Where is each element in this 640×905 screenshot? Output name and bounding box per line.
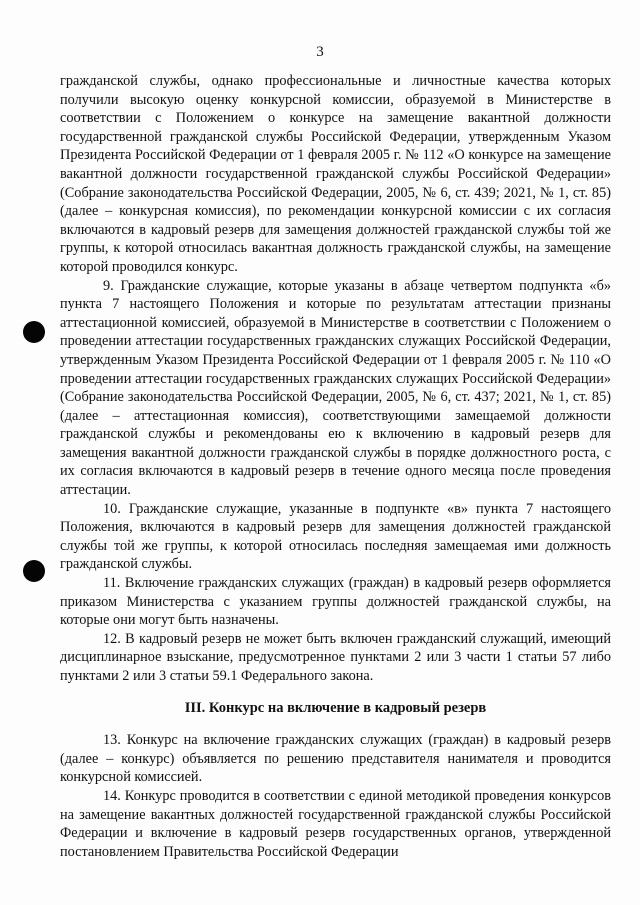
section-heading: III. Конкурс на включение в кадровый резерв <box>184 699 487 716</box>
paragraph-10: 10. Гражданские служащие, указанные в подпункте «в» пункта 7 настоящего Положения, включаются в кадровый резерв для замещения должностей гражданской службы той же группы, к которой относилась последняя замещаемая ими должность гражданской службы. <box>60 500 611 573</box>
paragraph-continuation: гражданской службы, однако профессиональные и личностные качества которых получили высокую оценку конкурсной комиссии, образуемой в Министерстве в соответствии с Положением о конкурсе на замещение вакантной должности государственной гражданской службы Российской Федерации, утвержденным Указом Президента Российской Федерации от 1 февраля 2005 г. № 112 «О конкурсе на замещение вакантной должности государственной гражданской службы Российской Федерации» (Собрание законодательства Российской Федерации, 2005, № 6, ст. 439; 2021, № 1, ст. 85) (далее – конкурсная комиссия), по рекомендации конкурсной комиссии с их согласия включаются в кадровый резерв для замещения должностей гражданской службы той же группы, к которой относилась вакантная должность гражданской службы, на замещение которой проводился конкурс. <box>60 73 611 275</box>
paragraph-12: 12. В кадровый резерв не может быть включен гражданский служащий, имеющий дисциплинарное взыскание, предусмотренное пунктами 2 или 3 части 1 статьи 57 либо пунктами 2 или 3 статьи 59.1 Федерального закона. <box>60 630 611 684</box>
punch-hole-mark <box>23 321 45 343</box>
paragraph-9: 9. Гражданские служащие, которые указаны в абзаце четвертом подпункта «б» пункта 7 настоящего Положения и которые по результатам аттестации признаны аттестационной комиссией, образуемой в Министерстве в соответствии с Положением о проведении аттестации государственных гражданских служащих Российской Федерации, утвержденным Указом Президента Российской Федерации от 1 февраля 2005 г. № 110 «О проведении аттестации государственных гражданских служащих Российской Федерации» (Собрание законодательства Российской Федерации, 2005, № 6, ст. 437; 2021, № 1, ст. 85) (далее – аттестационная комиссия), соответствующими замещаемой должности гражданской службы и рекомендованы ею к включению в кадровый резерв для замещения вакантной должности гражданской службы в порядке должностного роста, с их согласия включаются в кадровый резерв в течение одного месяца после проведения аттестации. <box>60 277 611 499</box>
paragraph-14: 14. Конкурс проводится в соответствии с единой методикой проведения конкурсов на замещение вакантных должностей государственной гражданской службы Российской Федерации и включение в кадровый резерв государственных органов, утвержденной постановлением Правительства Российской Федерации <box>60 787 611 860</box>
document-body <box>60 72 611 861</box>
paragraph-13: 13. Конкурс на включение гражданских служащих (граждан) в кадровый резерв (далее – конкурс) объявляется по решению представителя нанимателя и проводится конкурсной комиссией. <box>60 732 611 786</box>
punch-hole-mark <box>23 560 45 582</box>
page-number: 3 <box>316 44 324 60</box>
paragraph-11: 11. Включение гражданских служащих (граждан) в кадровый резерв оформляется приказом Министерства с указанием группы должностей гражданской службы, на которые они могут быть назначены. <box>60 575 611 629</box>
